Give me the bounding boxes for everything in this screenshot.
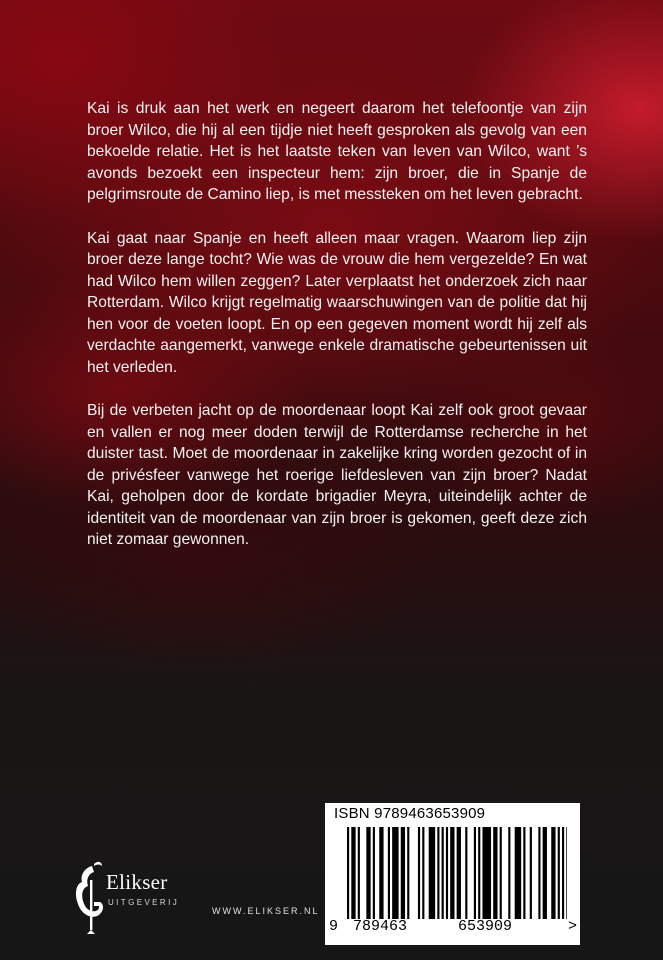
barcode-bar	[493, 827, 497, 919]
barcode-bar	[551, 827, 555, 919]
barcode-bar	[388, 827, 390, 919]
barcode-bar	[450, 827, 454, 919]
barcode-bar	[379, 827, 383, 919]
barcode-bar	[446, 827, 448, 919]
barcode-digit-first: 9	[329, 918, 339, 935]
isbn-barcode-block	[325, 803, 580, 945]
barcode-bar	[543, 827, 547, 919]
blurb-text	[87, 98, 587, 573]
barcode-bar	[442, 827, 444, 919]
barcode-bar	[566, 827, 567, 919]
barcode-bar	[358, 827, 360, 919]
publisher-website: WWW.ELIKSER.NL	[212, 906, 320, 916]
publisher-logo	[72, 858, 202, 938]
barcode-bar	[500, 827, 502, 919]
barcode-bar	[478, 827, 480, 919]
barcode-bar	[351, 827, 355, 919]
barcode-bar	[392, 827, 398, 919]
barcode-bar	[437, 827, 439, 919]
barcode-bar	[347, 827, 349, 919]
barcode-bar	[508, 827, 510, 919]
barcode-bar	[429, 827, 435, 919]
barcode-bar	[538, 827, 540, 919]
barcode-quiet-marker: >	[568, 918, 578, 935]
barcode-bar	[558, 827, 560, 919]
blurb-paragraph-3: Bij de verbeten jacht op de moordenaar loopt Kai zelf ook groot gevaar en vallen er nog meer doden terwijl de Rotterdamse recherche in het duister tast. Moet de moordenaar in zakelijke kring worden gezocht of in de privésfeer vanwege het roerige liefdesleven van zijn broer? Nadat Kai, geholpen door de kordate brigadier Meyra, uiteindelijk achter de identiteit van de moordenaar van zijn broer is gekomen, geeft deze zich niet zomaar gewonnen.	[87, 402, 587, 548]
barcode-bar	[407, 827, 409, 919]
barcode-bar	[373, 827, 375, 919]
publisher-imprint: UITGEVERIJ	[108, 898, 180, 907]
barcode-bar	[465, 827, 467, 919]
barcode-bar	[515, 827, 521, 919]
publisher-name: Elikser	[106, 870, 168, 894]
barcode-bar	[530, 827, 532, 919]
barcode-bar	[366, 827, 370, 919]
barcode-bar	[457, 827, 461, 919]
barcode-bar	[562, 827, 564, 919]
barcode-digits-group1: 789463	[353, 918, 408, 935]
barcode	[343, 827, 567, 919]
barcode-digits-group2: 653909	[458, 918, 513, 935]
barcode-bar	[422, 827, 424, 919]
barcode-bar	[523, 827, 525, 919]
barcode-bar	[474, 827, 476, 919]
blurb-paragraph-2: Kai gaat naar Spanje en heeft alleen maar vragen. Waarom liep zijn broer deze lange tocht? Wie was de vrouw die hem vergezelde? En wat had Wilco hem willen zeggen? Later verplaatst het onderzoek zich naar Rotterdam. Wilco krijgt regelmatig waarschuwingen van de politie dat hij hen voor de voeten loopt. En op een gegeven moment wordt hij zelf als verdachte aangemerkt, vanwege enkele dramatische gebeurtenissen uit het verleden.	[87, 229, 587, 376]
blurb-paragraph-1: Kai is druk aan het werk en negeert daarom het telefoontje van zijn broer Wilco, die hij al een tijdje niet heeft gesproken als gevolg van een bekoelde relatie. Het is het laatste teken van leven van Wilco, want ’s avonds bezoekt een inspecteur hem: zijn broer, die in Spanje de pelgrimsroute de Camino liep, is met messteken om het leven gebracht.	[87, 100, 587, 203]
isbn-label: ISBN 9789463653909	[334, 805, 486, 822]
barcode-bar	[401, 827, 405, 919]
barcode-bar	[418, 827, 420, 919]
barcode-bar	[482, 827, 491, 919]
